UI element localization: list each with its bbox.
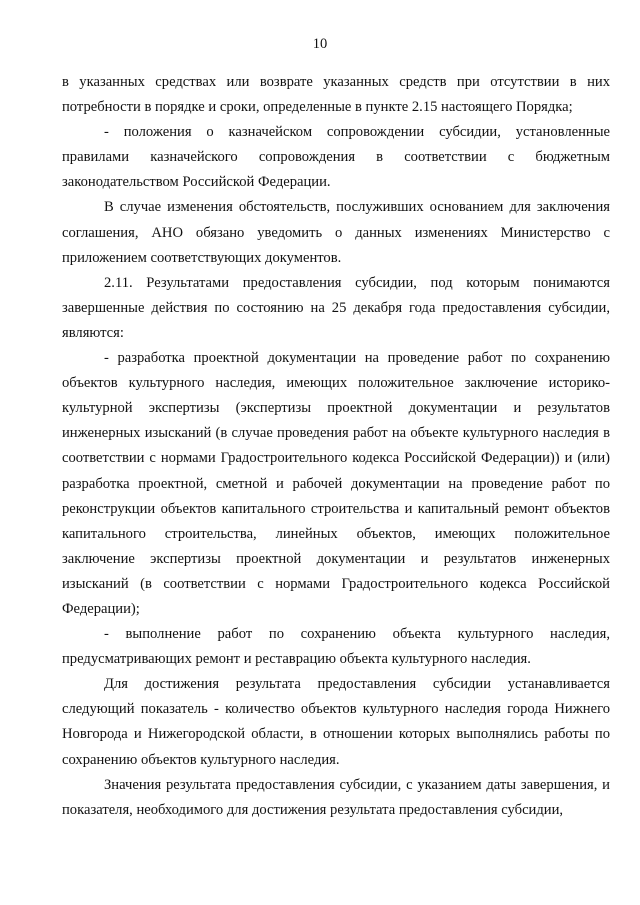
document-body [62, 70, 610, 823]
paragraph-result-values: Значения результата предоставления субсидии, с указанием даты завершения, и показателя, необходимого для достижения результата предоставления субсидии, [62, 776, 610, 818]
paragraph-design-documentation: - разработка проектной документации на проведение работ по сохранению объектов культурного наследия, имеющих положительное заключение историко-культурной экспертизы (экспертизы проектной документации и результатов инженерных изысканий (в случае проведения работ на объекте культурного наследия в соответствии с нормами Градостроительного кодекса Российской Федерации)) и (или) разработка проектной, сметной и рабочей документации на проведение работ по реконструкции объектов капитального строительства и капитальный ремонт объектов капитального строительства, линейных объектов, имеющих положительное заключение экспертизы проектной документации и результатов инженерных изысканий (в соответствии с нормами Градостроительного кодекса Российской Федерации); [62, 350, 610, 617]
paragraph-preservation-works: - выполнение работ по сохранению объекта культурного наследия, предусматривающих ремонт и реставрацию объекта культурного наследия. [62, 626, 610, 668]
paragraph-continuation: в указанных средствах или возврате указанных средств при отсутствии в них потребности в порядке и сроки, определенные в пункте 2.15 настоящего Порядка; [62, 74, 610, 116]
paragraph-indicator: Для достижения результата предоставления субсидии устанавливается следующий показатель - количество объектов культурного наследия города Нижнего Новгорода и Нижегородской области, в отношении которых выполнялись работы по сохранению объектов культурного наследия. [62, 676, 610, 768]
paragraph-circumstances-change: В случае изменения обстоятельств, послуживших основанием для заключения соглашения, АНО обязано уведомить о данных изменениях Министерство с приложением соответствующих документов. [62, 199, 610, 266]
page-number: 10 [312, 36, 328, 52]
paragraph-treasury-support: - положения о казначейском сопровождении субсидии, установленные правилами казначейского сопровождения в соответствии с бюджетным законодательством Российской Федерации. [62, 124, 610, 191]
paragraph-subsidy-results: 2.11. Результатами предоставления субсидии, под которым понимаются завершенные действия по состоянию на 25 декабря года предоставления субсидии, являются: [62, 274, 610, 341]
